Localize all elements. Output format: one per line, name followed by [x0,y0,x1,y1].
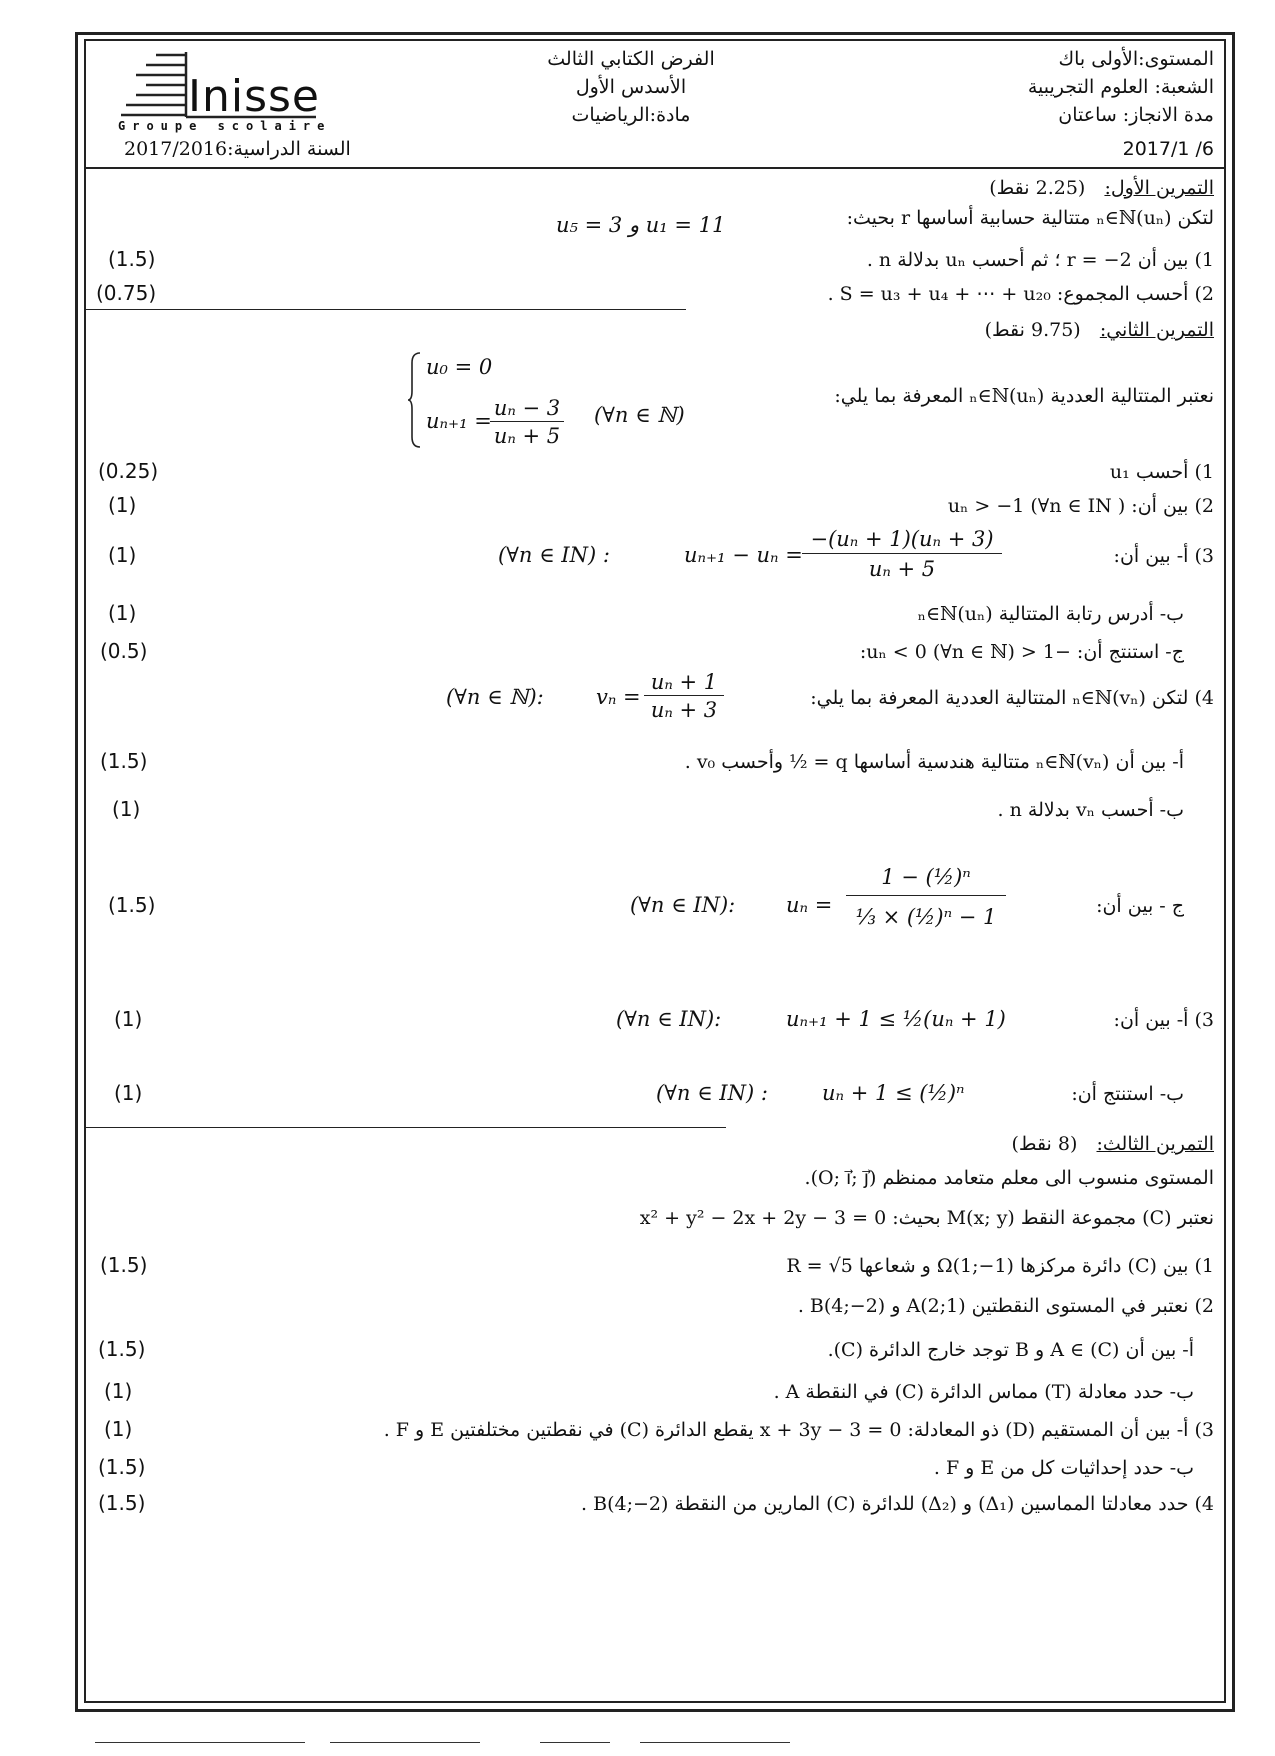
ex1-intro-math: u₅ = 3 و u₁ = 11 [556,213,726,237]
ex2-q4c-points: (1.5) [108,893,156,917]
ex1-points: (2.25 نقط) [989,177,1086,199]
ex2-sys1: u₀ = 0 [426,355,493,379]
semester-label: الأسدس الأول [575,76,687,98]
ex2-q3a-lhs: uₙ₊₁ − uₙ = [684,543,803,567]
ex3-heading [1012,1131,1215,1157]
ex3-q3b-points: (1.5) [98,1455,146,1479]
ex2-title: التمرين الثاني: [1099,319,1214,341]
brace-icon [408,351,422,449]
ex2-q5a-math: uₙ₊₁ + 1 ≤ ½(uₙ + 1) [786,1007,1006,1031]
ex2-q4c: ج - بين أن: [1096,895,1184,917]
ex2-q5b-quantifier: (∀n ∈ IN) : [656,1081,768,1105]
ex2-q4a: أ- بين أن (vₙ)ₙ∈ℕ متتالية هندسية أساسها q = ½ وأحسب v₀ . [684,751,1184,773]
ex2-sys2-num: uₙ − 3 [490,395,564,422]
ex2-q4c-quantifier: (∀n ∈ IN): [630,893,736,917]
exam-page [75,32,1235,1712]
ex2-q4b-points: (1) [112,797,141,821]
ex2-q3a: 3) أ- بين أن: [1113,545,1214,567]
logo-subtitle: Groupe scolaire [118,119,332,133]
ex2-q5a-quantifier: (∀n ∈ IN): [616,1007,722,1031]
subject-label: مادة:الرياضيات [571,104,691,126]
ex2-q4c-lhs: uₙ = [786,893,833,917]
ex2-q4-num: uₙ + 1 [644,669,724,696]
ex3-q2a: أ- بين أن A ∈ (C) و B توجد خارج الدائرة (C). [827,1339,1194,1361]
logo-text: Inisse [188,71,321,122]
ex2-q2: 2) بين أن: uₙ > −1 (∀n ∈ IN ) [947,495,1214,517]
exam-date: 2017/1 /6 [1122,138,1214,160]
ex1-q2-points: (0.75) [96,281,157,305]
ex3-q3a: 3) أ- بين أن المستقيم (D) ذو المعادلة: x + 3y − 3 = 0 يقطع الدائرة (C) في نقطتين مختلفتين E و F . [383,1419,1214,1441]
bottom-rule-3 [540,1742,610,1743]
ex3-q2b: ب- حدد معادلة (T) مماس الدائرة (C) في النقطة A . [773,1381,1194,1403]
header-divider [86,167,1224,169]
ex2-divider [86,1127,726,1128]
ex2-q3a-quantifier: (∀n ∈ IN) : [498,543,610,567]
ex3-q3b: ب- حدد إحداثيات كل من E و F . [933,1457,1194,1479]
ex2-q1-points: (0.25) [98,459,159,483]
ex2-sys2-lhs: uₙ₊₁ = [426,409,492,433]
ex3-title: التمرين الثالث: [1096,1133,1214,1155]
ex1-heading [989,175,1214,201]
ex1-divider [86,309,686,310]
ex2-q4a-points: (1.5) [100,749,148,773]
bottom-rule-4 [640,1742,790,1743]
school-logo [106,47,396,137]
ex1-q1-points: (1.5) [108,247,156,271]
ex3-q3a-points: (1) [104,1417,133,1441]
ex1-q2: 2) أحسب المجموع: S = u₃ + u₄ + ⋯ + u₂₀ . [827,283,1214,305]
ex2-heading [985,317,1214,343]
exam-inner-frame [84,39,1226,1703]
ex3-q1: 1) بين (C) دائرة مركزها Ω(1;−1) و شعاعها R = √5 [786,1255,1214,1277]
ex3-intro1: المستوى منسوب الى معلم متعامد ممنظم (O; i⃗; j⃗). [804,1167,1214,1189]
branch-label: الشعبة: العلوم التجريبية [1027,76,1214,98]
ex2-sys-quantifier: (∀n ∈ ℕ) [594,403,685,427]
ex2-q3a-points: (1) [108,543,137,567]
exam-title: الفرض الكتابي الثالث [547,48,715,70]
ex2-q5b-points: (1) [114,1081,143,1105]
ex2-q4-quantifier: (∀n ∈ ℕ): [446,685,544,709]
ex2-q4: 4) لتكن (vₙ)ₙ∈ℕ المتتالية العددية المعرفة بما يلي: [810,687,1214,709]
ex3-q1-points: (1.5) [100,1253,148,1277]
ex2-q2-points: (1) [108,493,137,517]
ex3-q2: 2) نعتبر في المستوى النقطتين A(2;1) و B(4;−2) . [797,1295,1214,1317]
school-year: السنة الدراسية:2017/2016 [124,138,351,160]
ex2-system [408,351,578,451]
ex1-q1: 1) بين أن r = −2 ؛ ثم أحسب uₙ بدلالة n . [866,249,1214,271]
bottom-rule-2 [330,1742,480,1743]
ex2-q5b-math: uₙ + 1 ≤ (½)ⁿ [822,1081,965,1105]
level-label: المستوى:الأولى باك [1058,48,1214,70]
ex2-q1: 1) أحسب u₁ [1109,461,1214,483]
ex2-q4c-num: 1 − (½)ⁿ [846,859,1006,896]
ex3-points: (8 نقط) [1011,1133,1078,1155]
ex2-q4-den: uₙ + 3 [650,698,718,722]
ex3-q2b-points: (1) [104,1379,133,1403]
ex2-q4b: ب- أحسب vₙ بدلالة n . [997,799,1184,821]
ex2-sys2-den: uₙ + 5 [493,424,561,448]
ex2-q3a-num: −(uₙ + 1)(uₙ + 3) [802,525,1002,554]
ex2-q5a: 3) أ- بين أن: [1113,1009,1214,1031]
ex2-q3b: ب- أدرس رتابة المتتالية (uₙ)ₙ∈ℕ [917,603,1184,625]
ex2-q3b-points: (1) [108,601,137,625]
ex2-points: (9.75 نقط) [984,319,1081,341]
ex2-q4-lhs: vₙ = [596,685,641,709]
ex2-intro: نعتبر المتتالية العددية (uₙ)ₙ∈ℕ المعرفة بما يلي: [834,385,1214,407]
ex2-q4c-den: ⅓ × (½)ⁿ − 1 [855,905,997,929]
ex3-q2a-points: (1.5) [98,1337,146,1361]
ex3-intro2: نعتبر (C) مجموعة النقط M(x; y) بحيث: x² + y² − 2x + 2y − 3 = 0 [639,1207,1214,1229]
duration-label: مدة الانجاز: ساعتان [1058,104,1214,126]
ex1-title: التمرين الأول: [1104,177,1214,199]
ex2-q5a-points: (1) [114,1007,143,1031]
ex1-intro: لتكن (uₙ)ₙ∈ℕ متتالية حسابية أساسها r بحيث: [846,207,1214,229]
ex2-q3c: ج- استنتج أن: −1 < uₙ < 0 (∀n ∈ ℕ): [859,641,1184,663]
ex2-q3a-den: uₙ + 5 [868,557,936,581]
ex2-q3c-points: (0.5) [100,639,148,663]
bottom-rule-1 [95,1742,305,1743]
ex3-q4: 4) حدد معادلتا المماسين (Δ₁) و (Δ₂) للدائرة (C) المارين من النقطة B(4;−2) . [581,1493,1214,1515]
ex2-q5b: ب- استنتج أن: [1071,1083,1184,1105]
ex3-q4-points: (1.5) [98,1491,146,1515]
